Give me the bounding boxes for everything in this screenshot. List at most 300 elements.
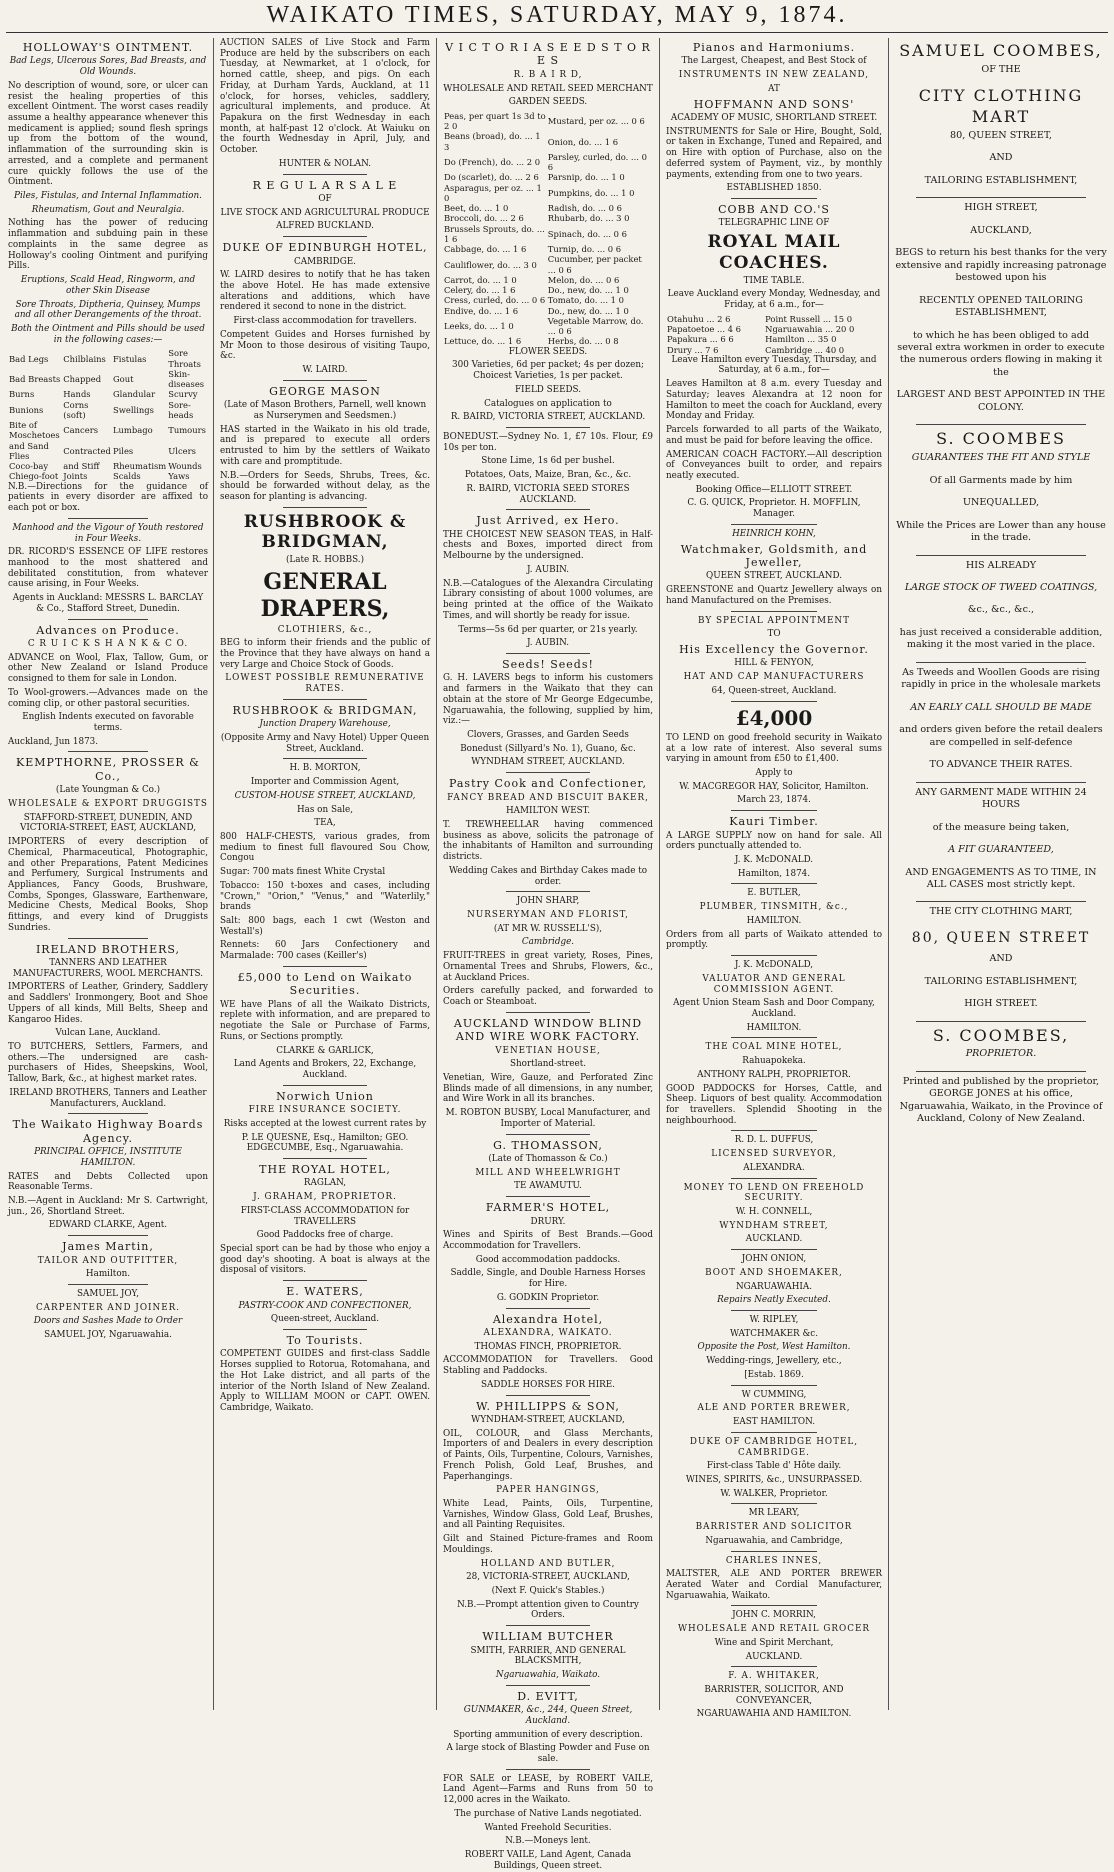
coach-timetable <box>666 314 882 355</box>
ad-text: AUCKLAND. <box>745 1651 803 1662</box>
ad-heading: WILLIAM BUTCHER <box>482 1630 614 1644</box>
ad-heading: The Waikato Highway Boards Agency. <box>12 1118 204 1145</box>
ad-text: FIRE INSURANCE SOCIETY. <box>248 1105 402 1116</box>
ad-text: SMITH, FARRIER, AND GENERAL BLACKSMITH, <box>470 1645 626 1667</box>
divider-rule <box>731 1037 817 1038</box>
ad-heading: Pastry Cook and Confectioner, <box>448 777 648 791</box>
ad-text: BOOT AND SHOEMAKER, <box>705 1267 843 1278</box>
divider-rule <box>283 1280 367 1281</box>
ad-text: STAFFORD-STREET, DUNEDIN, AND VICTORIA-STREET, EAST, AUCKLAND, <box>19 812 197 834</box>
divider-rule <box>506 1625 590 1626</box>
ad-text: Orders carefully packed, and forwarded to Coach or Steamboat. <box>443 986 653 1007</box>
ad-text: P. LE QUESNE, Esq., Hamilton; GEO. EDGECUMBE, Esq., Ngaruawahia. <box>241 1132 409 1154</box>
ad-text: M. ROBTON BUSBY, Local Manufacturer, and Importer of Material. <box>445 1108 651 1129</box>
garden-seeds-table-cell: Broccoli, do. ... 2 6 <box>444 213 524 224</box>
ad-text: Nothing has the power of reducing inflammation and subduing pain in these complaints in the same degree as Holloway's cooling Ointment and purifying Pills. <box>8 218 208 272</box>
ad-text: MALTSTER, ALE AND PORTER BREWER Aerated Water and Cordial Manufacturer, Ngaruawahia, Waikato. <box>666 1569 882 1601</box>
ad-text: Importer and Commission Agent, <box>250 777 400 788</box>
ad-text: NGARUAWAHIA AND HAMILTON. <box>696 1709 852 1720</box>
ailments-table-cell: Coco-bay <box>9 461 49 472</box>
ad-text: SAMUEL JOY, Ngaruawahia. <box>44 1330 172 1341</box>
ailments-table-cell: Bad Breasts <box>9 374 61 384</box>
ailments-table-row <box>8 471 208 481</box>
ad-text: FIELD SEEDS. <box>514 384 582 395</box>
garden-seeds-table-cell: Endive, do. ... 1 6 <box>444 305 519 316</box>
ad-text: J. K. McDONALD, <box>734 960 814 971</box>
ad-heading: Norwich Union <box>276 1089 374 1103</box>
garden-seeds-table-cell: Pumpkins, do. ... 1 0 <box>547 187 635 198</box>
column-4 <box>662 38 886 1720</box>
column-5 <box>891 38 1111 1710</box>
ad-text: LARGE STOCK OF TWEED COATINGS, <box>904 581 1098 593</box>
garden-seeds-table-row <box>443 306 653 316</box>
ad-text: Hamilton. <box>85 1269 131 1280</box>
ad-heading: DUKE OF EDINBURGH HOTEL, <box>222 241 428 255</box>
ad-heading: 80, QUEEN STREET <box>911 929 1091 946</box>
ad-text: First-class Table d' Hôte daily. <box>706 1461 842 1472</box>
ad-text: AMERICAN COACH FACTORY.—All description of Conveyances built to order, and repairs neatly executed. <box>666 449 882 481</box>
ad-text: ESTABLISHED 1850. <box>726 183 822 194</box>
divider-rule <box>916 555 1086 556</box>
ad-text: W. RIPLEY, <box>749 1315 799 1326</box>
divider-rule <box>283 1158 367 1159</box>
ad-text: BEGS to return his best thanks for the very extensive and rapidly increasing patronage bestowed upon his <box>895 247 1107 284</box>
ad-text: EDWARD CLARKE, Agent. <box>48 1220 168 1231</box>
ad-heading: ROYAL MAIL COACHES. <box>707 232 841 273</box>
ad-text: PASTRY-COOK AND CONFECTIONER, <box>238 1300 412 1311</box>
garden-seeds-table-cell: Celery, do. ... 1 6 <box>444 285 516 296</box>
ad-text: Rennets: 60 Jars Confectionery and Marmalade: 700 cases (Keiller's) <box>220 940 430 962</box>
garden-seeds-table-cell: Turnip, do. ... 0 6 <box>547 244 622 255</box>
garden-seeds-table-cell: Spinach, do. ... 0 6 <box>547 228 627 239</box>
ad-text: C. G. QUICK, Proprietor. H. MOFFLIN, Manager. <box>687 498 861 520</box>
garden-seeds-table-cell: Cabbage, do. ... 1 6 <box>444 244 527 255</box>
ad-text: CLOTHIERS, &c., <box>277 624 373 635</box>
divider-rule <box>506 1769 590 1770</box>
ad-heading: Watchmaker, Goldsmith, and Jeweller, <box>680 542 868 569</box>
ad-text: N.B.—Orders for Seeds, Shrubs, Trees, &c. should be forwarded without delay, as the season for planting is advancing. <box>220 470 430 502</box>
divider-rule <box>731 810 817 811</box>
ad-text: (Late R. HOBBS.) <box>285 555 365 566</box>
divider-rule <box>283 236 367 237</box>
ad-text: PLUMBER, TINSMITH, &c., <box>699 902 849 913</box>
ad-text: TO BUTCHERS, Settlers, Farmers, and others.—The undersigned are cash-purchasers of Hides, Sheepskins, Wool, Tallow, Bark, &c., at highest market rates. <box>8 1042 208 1085</box>
ad-text: The purchase of Native Lands negotiated. <box>454 1808 642 1819</box>
ad-text: BY SPECIAL APPOINTMENT <box>698 615 850 626</box>
ad-text: Doors and Sashes Made to Order <box>33 1316 183 1327</box>
divider-rule <box>731 1385 817 1386</box>
divider-rule <box>731 1503 817 1504</box>
ad-text: C R U I C K S H A N K & C O. <box>27 638 189 649</box>
divider-rule <box>916 424 1086 425</box>
garden-seeds-table-row <box>443 131 653 152</box>
ailments-table-cell: Cancers <box>63 425 98 436</box>
garden-seeds-table-cell: Beans (broad), do. ... 1 3 <box>444 131 541 152</box>
ad-text: Special sport can be had by those who enjoy a good day's shooting. A boat is always at the disposal of visitors. <box>220 1244 430 1276</box>
divider-rule <box>283 699 367 700</box>
garden-seeds-table-cell: Parsley, curled, do. ... 0 6 <box>547 151 647 173</box>
ad-text: N.B.—Moneys lent. <box>505 1836 591 1847</box>
ailments-table-cell: Skin-diseases <box>168 368 205 390</box>
ad-text: WYNDHAM STREET, <box>719 1220 829 1231</box>
ad-text: [Estab. 1869. <box>744 1369 804 1380</box>
ad-text: First-class accommodation for travellers. <box>233 316 417 327</box>
ad-text: IMPORTERS of Leather, Grindery, Saddlery and Saddlers' Ironmongery, Boot and Shoe Uppers of all kinds, Mill Belts, Sheep and Kangaroo Hides. <box>8 982 208 1025</box>
divider-rule <box>916 197 1086 198</box>
ad-text: LIVE STOCK AND AGRICULTURAL PRODUCE <box>220 207 430 218</box>
ad-text: Stone Lime, 1s 6d per bushel. <box>481 456 615 467</box>
ad-text: E. BUTLER, <box>747 888 801 899</box>
ad-text: THE CHOICEST NEW SEASON TEAS, in Half-chests and Boxes, imported direct from Melbourne by the undersigned. <box>443 529 653 562</box>
coach-timetable-row <box>666 314 882 324</box>
divider-rule <box>916 1071 1086 1072</box>
garden-seeds-table-cell: Onion, do. ... 1 6 <box>547 136 619 147</box>
ailments-table-cell: Corns (soft) <box>63 399 89 420</box>
ad-text: OIL, COLOUR, and Glass Merchants, Importers of and Dealers in every description of Paints, Oils, Turpentine, Colours, Varnishes, French Polish, Gold Leaf, Brushes, and Paperhangings. <box>443 1428 653 1482</box>
ad-text: ANY GARMENT MADE WITHIN 24 HOURS <box>915 786 1087 811</box>
ailments-table-cell: Joints <box>63 471 88 482</box>
coach-timetable-cell: Otahuhu ... 2 6 <box>667 313 731 324</box>
ad-text: 28, VICTORIA-STREET, AUCKLAND, <box>466 1572 630 1583</box>
ailments-table-cell: Swellings <box>112 404 154 415</box>
ad-text: AND ENGAGEMENTS AS TO TIME, IN ALL CASES most strictly kept. <box>905 866 1097 890</box>
ad-text: Junction Drapery Warehouse, <box>259 719 391 730</box>
ad-text: Piles, Fistulas, and Internal Inflammation. <box>14 191 202 202</box>
ailments-table-cell: Yaws <box>168 471 190 482</box>
ad-text: Good accommodation paddocks. <box>475 1254 621 1265</box>
ad-text: CAMBRIDGE. <box>294 256 356 267</box>
ad-text: N.B.—Agent in Auckland: Mr S. Cartwright, jun., 26, Shortland Street. <box>8 1196 208 1217</box>
garden-seeds-table-cell: Melon, do. ... 0 6 <box>547 274 620 285</box>
ailments-table-cell: and Sand Flies <box>9 440 49 461</box>
ad-text: Printed and published by the proprietor, GEORGE JONES at his office, Ngaruawahia, Waikato, in the Province of Auckland, Colony of New Zealand. <box>899 1075 1103 1125</box>
garden-seeds-table-cell: Beet, do. ... 1 0 <box>444 203 509 214</box>
ad-text: Venetian, Wire, Gauze, and Perforated Zinc Blinds made of all dimensions, in any number, and Wire Work in all its branches. <box>443 1072 653 1105</box>
ad-text: DR. RICORD'S ESSENCE OF LIFE restores manhood to the most shattered and debilitated constitution, from whatever cause arising, in Four Weeks. <box>8 547 208 590</box>
ad-text: CUSTOM-HOUSE STREET, AUCKLAND, <box>234 790 416 801</box>
ad-text: HIGH STREET. <box>964 998 1038 1010</box>
ad-text: MILL AND WHEELWRIGHT <box>475 1167 621 1178</box>
ad-text: TEA, <box>314 818 336 829</box>
ailments-table-cell: Bad Legs <box>9 353 49 364</box>
ad-text: J. AUBIN. <box>526 638 570 649</box>
garden-seeds-table-cell: Rhubarb, do. ... 3 0 <box>547 213 630 224</box>
ad-text: PRINCIPAL OFFICE, INSTITUTE HAMILTON. <box>34 1147 182 1168</box>
coach-timetable-cell: Ngaruawahia ... 20 0 <box>765 324 855 334</box>
ad-text: Salt: 800 bags, each 1 cwt (Weston and Westall's) <box>220 916 430 937</box>
ad-text: Bad Legs, Ulcerous Sores, Bad Breasts, and Old Wounds. <box>9 56 207 78</box>
ad-text: Clovers, Grasses, and Garden Seeds <box>467 729 629 740</box>
ad-text: R. D. L. DUFFUS, <box>734 1135 814 1146</box>
ad-text: WE have Plans of all the Waikato Districts, replete with information, and are prepared to negotiate the Sale or Purchase of Farms, Runs, or Sections promptly. <box>220 999 430 1042</box>
ad-text: Cambridge. <box>521 937 575 948</box>
ad-text: VENETIAN HOUSE, <box>495 1045 601 1056</box>
ad-text: (Next F. Quick's Stables.) <box>491 1586 605 1597</box>
ad-text: SADDLE HORSES FOR HIRE. <box>480 1379 616 1390</box>
ad-text: Vulcan Lane, Auckland. <box>55 1028 161 1039</box>
ailments-table <box>8 348 208 481</box>
ad-text: DUKE OF CAMBRIDGE HOTEL, CAMBRIDGE. <box>689 1436 859 1458</box>
ad-text: Wanted Freehold Securities. <box>484 1822 612 1833</box>
divider-rule <box>506 891 590 892</box>
ad-text: Parcels forwarded to all parts of the Waikato, and must be paid for before leaving the office. <box>666 425 882 446</box>
ailments-table-cell: and Stiff <box>63 461 100 472</box>
ad-text: R. BAIRD, VICTORIA STREET, AUCKLAND. <box>450 412 646 423</box>
ad-text: Apply to <box>755 768 793 779</box>
ad-text: J. K. McDONALD. <box>734 855 814 866</box>
ad-text: Risks accepted at the lowest current rates by <box>223 1118 427 1129</box>
ad-text: UNEQUALLED, <box>962 497 1040 509</box>
ad-heading: R E G U L A R S A L E <box>252 178 398 192</box>
ad-text: ADVANCE on Wool, Flax, Tallow, Gum, or other New Zealand or Island Produce consigned to them for sale in London. <box>8 652 208 685</box>
ad-text: VALUATOR AND GENERAL COMMISSION AGENT. <box>702 973 846 995</box>
divider-rule <box>731 1666 817 1667</box>
garden-seeds-table-cell: Carrot, do. ... 1 0 <box>444 274 517 285</box>
divider-rule <box>283 758 367 759</box>
ad-text: HILL & FENYON, <box>734 658 814 669</box>
ad-text: 800 HALF-CHESTS, various grades, from medium to finest full flavoured Sou Chow, Congou <box>220 831 430 864</box>
ad-text: AUCKLAND. <box>745 1234 803 1245</box>
ad-text: Wines and Spirits of Best Brands.—Good Accommodation for Travellers. <box>443 1230 653 1251</box>
ad-text: HOLLAND AND BUTLER, <box>480 1558 616 1569</box>
garden-seeds-table-cell: Cress, curled, do. ... 0 6 <box>444 295 546 306</box>
ad-text: W. LAIRD. <box>302 365 348 376</box>
ad-text: Queen-street, Auckland. <box>270 1314 380 1325</box>
ailments-table-row <box>8 369 208 390</box>
ad-text: AT <box>768 83 780 94</box>
ad-text: FOR SALE or LEASE, by ROBERT VAILE, Land Agent—Farms and Runs from 50 to 12,000 acres in the Waikato. <box>443 1773 653 1806</box>
garden-seeds-table-cell: Lettuce, do. ... 1 6 <box>444 336 522 347</box>
divider-rule <box>506 1012 590 1013</box>
ailments-table-cell: Sore Throats <box>168 348 201 369</box>
ad-text: No description of wound, sore, or ulcer can resist the healing properties of this excellent Ointment. The worst cases readily assume a healthy appearance whenever this medicament is applied; sound flesh springs up from the bottom of the wound, inflammation of the surrounding skin is arrested, and a complete and permanent cure quickly follows the use of the Ointment. <box>8 80 208 188</box>
ad-heading: G. THOMASSON, <box>493 1138 603 1152</box>
divider-rule <box>916 1021 1086 1022</box>
ad-text: 64, Queen-street, Auckland. <box>711 685 837 696</box>
divider-rule <box>68 1113 148 1114</box>
ad-heading: S. COOMBES, <box>932 1025 1070 1045</box>
ad-text: Bonedust (Sillyard's No. 1), Guano, &c. <box>460 743 636 754</box>
divider-rule <box>283 1329 367 1330</box>
ailments-table-cell: Tumours <box>168 425 206 436</box>
garden-seeds-table-row <box>443 244 653 254</box>
garden-seeds-table-row <box>443 203 653 213</box>
ad-text: G. H. LAVERS begs to inform his customers and farmers in the Waikato that they can obtain at the store of Mr George Edgecumbe, Ngaruawahia, the following, supplied by him, viz.:— <box>443 673 653 727</box>
column-divider <box>888 38 889 1710</box>
ad-text: Sugar: 700 mats finest White Crystal <box>220 867 386 878</box>
ad-text: English Indents executed on favorable terms. <box>22 712 194 733</box>
ad-text: WATCHMAKER &c. <box>729 1328 819 1339</box>
ad-heading: HOLLOWAY'S OINTMENT. <box>22 41 194 54</box>
ad-text: Orders from all parts of Waikato attended to promptly. <box>666 929 882 951</box>
ad-heading: Just Arrived, ex Hero. <box>476 514 620 528</box>
ad-text: To Wool-growers.—Advances made on the coming clip, or other pastoral securities. <box>8 687 208 709</box>
column-divider <box>659 38 660 1710</box>
ad-text: F. A. WHITAKER, <box>728 1671 820 1682</box>
ad-text: FLOWER SEEDS. <box>508 346 588 357</box>
divider-rule <box>68 751 148 752</box>
ad-text: PROPRIETOR. <box>965 1048 1037 1060</box>
ad-heading: His Excellency the Governor. <box>679 642 869 656</box>
divider-rule <box>283 1085 367 1086</box>
divider-rule <box>506 772 590 773</box>
ad-text: HIGH STREET, <box>964 202 1038 214</box>
ad-text: J. AUBIN. <box>526 564 570 575</box>
ad-text: OF <box>318 194 332 205</box>
ad-text: CHARLES INNES, <box>725 1555 823 1566</box>
ad-text: Wine and Spirit Merchant, <box>714 1637 834 1648</box>
ad-text: AN EARLY CALL SHOULD BE MADE <box>910 701 1092 713</box>
ad-text: TO <box>767 629 781 640</box>
ad-text: Booking Office—ELLIOTT STREET. <box>695 484 853 495</box>
ad-text: GREENSTONE and Quartz Jewellery always on hand Manufactured on the Premises. <box>666 585 882 606</box>
divider-rule <box>506 1395 590 1396</box>
ad-heading: Advances on Produce. <box>36 623 180 637</box>
ad-text: Ngaruawahia, Waikato. <box>495 1670 601 1681</box>
divider-rule <box>916 782 1086 783</box>
ailments-table-row <box>8 420 208 441</box>
ailments-table-cell: Lumbago <box>112 425 153 436</box>
garden-seeds-table-row <box>443 295 653 305</box>
garden-seeds-table-row <box>443 275 653 285</box>
ad-text: ALEXANDRA, WAIKATO. <box>483 1327 613 1338</box>
ad-text: AND <box>989 953 1013 965</box>
ailments-table-cell: Piles <box>112 445 134 456</box>
garden-seeds-table-row <box>443 285 653 295</box>
ad-text: ROBERT VAILE, Land Agent, Canada Buildings, Queen street. <box>464 1850 632 1871</box>
garden-seeds-table-cell: Cucumber, per packet ... 0 6 <box>547 254 642 275</box>
ad-text: W. LAIRD desires to notify that he has taken the above Hotel. He has made extensive alterations and additions, which have rendered it second to none in the district. <box>220 270 430 313</box>
ad-text: The Largest, Cheapest, and Best Stock of <box>681 56 867 67</box>
column-divider <box>436 38 437 1710</box>
garden-seeds-table-row <box>443 316 653 337</box>
divider-rule <box>731 1432 817 1433</box>
ad-text: NGARUAWAHIA. <box>735 1281 813 1292</box>
ad-heading: £5,000 to Lend on Waikato Securities. <box>237 970 413 998</box>
ad-text: THE COAL MINE HOTEL, <box>705 1042 843 1053</box>
ad-text: (Opposite Army and Navy Hotel) Upper Queen Street, Auckland. <box>220 732 430 754</box>
ad-heading: To Tourists. <box>286 1334 364 1347</box>
ad-text: N.B.—Directions for the guidance of patients in every disorder are affixed to each pot or box. <box>8 481 208 514</box>
coach-timetable-cell: Drury ... 7 6 <box>667 344 719 355</box>
ad-text: (AT MR W. RUSSELL'S), <box>493 923 603 934</box>
ad-heading: Alexandra Hotel, <box>492 1312 604 1326</box>
divider-rule <box>731 701 817 702</box>
divider-rule <box>731 955 817 956</box>
garden-seeds-table <box>443 111 653 347</box>
ad-text: (Late Youngman & Co.) <box>55 785 161 796</box>
ailments-table-row <box>8 400 208 421</box>
divider-rule <box>506 1685 590 1686</box>
ad-heading: W. PHILLIPPS & SON, <box>476 1399 620 1413</box>
ad-text: TANNERS AND LEATHER MANUFACTURERS, WOOL MERCHANTS. <box>12 957 204 979</box>
ad-text: has just received a considerable addition, making it the most varied in the place. <box>899 626 1103 651</box>
divider-rule <box>68 1235 148 1236</box>
ad-text: Tobacco: 150 t-boxes and cases, including "Crown," "Orion," "Venus," and "Waterlily," brands <box>220 880 430 913</box>
ad-text: (Late of Thomasson & Co.) <box>488 1153 608 1164</box>
ad-text: Eruptions, Scald Head, Ringworm, and other Skin Disease <box>20 275 196 296</box>
ad-text: THE CITY CLOTHING MART, <box>929 906 1073 918</box>
ad-text: ANTHONY RALPH, PROPRIETOR. <box>697 1069 851 1080</box>
ad-text: White Lead, Paints, Oils, Turpentine, Varnishes, Window Glass, Gold Leaf, Brushes, and all Painting Requisites. <box>443 1499 653 1531</box>
ad-text: WYNDHAM STREET, AUCKLAND. <box>471 757 625 768</box>
divider-rule <box>731 883 817 884</box>
ad-text: DRURY. <box>530 1216 566 1227</box>
garden-seeds-table-cell: Mustard, per oz. ... 0 6 <box>547 116 645 127</box>
garden-seeds-table-row <box>443 336 653 346</box>
divider-rule <box>506 1196 590 1197</box>
garden-seeds-table-row <box>443 224 653 245</box>
divider-rule <box>283 507 367 508</box>
ad-text: LARGEST AND BEST APPOINTED IN THE COLONY. <box>896 389 1106 413</box>
ad-text: Hamilton, 1874. <box>737 868 811 879</box>
ailments-table-cell: Glandular <box>112 389 156 400</box>
ad-text: Leaves Hamilton at 8 a.m. every Tuesday and Saturday; leaves Alexandra at 12 noon for Hamilton to meet the coach for Auckland, every Monday and Friday. <box>666 379 882 422</box>
ad-text: GOOD PADDOCKS for Horses, Cattle, and Sheep. Liquors of best quality. Accommodation for travellers. Splendid Shooting in the neighbourhood. <box>666 1083 882 1126</box>
ad-text: AUCKLAND, <box>970 224 1032 236</box>
ad-text: HIS ALREADY <box>965 559 1037 571</box>
ad-heading: RUSHBROOK & BRIDGMAN, <box>232 703 418 717</box>
ad-text: 300 Varieties, 6d per packet; 4s per dozen; Choicest Varieties, 1s per packet. <box>452 360 644 382</box>
ad-text: AND <box>989 152 1013 164</box>
ad-text: TO LEND on good freehold security in Waikato at a low rate of interest. Also several sums varying in amount from £50 to £1,400. <box>666 732 882 765</box>
divider-rule <box>506 509 590 510</box>
ad-text: TE AWAMUTU. <box>514 1181 582 1192</box>
ad-text: Ngaruawahia, and Cambridge, <box>705 1535 843 1546</box>
ad-text: SAMUEL JOY, <box>76 1289 140 1299</box>
ad-text: Repairs Neatly Executed. <box>717 1295 831 1306</box>
ad-text: Gilt and Stained Picture-frames and Room Mouldings. <box>443 1534 653 1555</box>
ad-heading: HOFFMANN AND SONS' <box>693 97 855 111</box>
ad-heading: COBB AND CO.'S <box>718 203 830 216</box>
divider-rule <box>506 1134 590 1135</box>
ad-heading: CITY CLOTHING MART <box>918 86 1084 127</box>
column-3 <box>439 38 657 1871</box>
ad-text: INSTRUMENTS IN NEW ZEALAND, <box>678 70 870 81</box>
ad-text: R. B A I R D, <box>513 69 583 80</box>
ad-heading: THE ROYAL HOTEL, <box>259 1163 391 1176</box>
ad-text: WINES, SPIRITS, &c., UNSURPASSED. <box>685 1474 863 1485</box>
divider-rule <box>731 524 817 525</box>
ad-text: GUARANTEES THE FIT AND STYLE <box>911 452 1091 464</box>
ad-text: FIRST-CLASS ACCOMMODATION for TRAVELLERS <box>240 1205 410 1227</box>
ad-text: Rahuapokeka. <box>742 1056 806 1067</box>
divider-rule <box>68 1284 148 1285</box>
ad-text: of the measure being taken, <box>932 821 1070 833</box>
ad-heading: Kauri Timber. <box>729 815 819 829</box>
ailments-table-cell: Burns <box>9 389 35 400</box>
ad-text: Leave Hamilton every Tuesday, Thursday, and Saturday, at 6 a.m., for— <box>671 354 877 376</box>
ailments-table-cell: Rheumatism <box>112 461 167 472</box>
ad-text: PAPER HANGINGS, <box>496 1485 600 1496</box>
ad-heading: Seeds! Seeds! <box>502 657 594 671</box>
ad-text: &c., &c., &c., <box>967 604 1035 616</box>
ad-text: FANCY BREAD AND BISCUIT BAKER, <box>447 792 649 803</box>
garden-seeds-table-cell: Peas, per quart 1s 3d to 2 0 <box>444 110 546 132</box>
ad-text: Potatoes, Oats, Maize, Bran, &c., &c. <box>464 470 632 481</box>
ailments-table-cell: Sore-heads <box>168 399 194 420</box>
ad-text: BONEDUST.—Sydney No. 1, £7 10s. Flour, £9 10s per ton. <box>443 432 653 453</box>
ad-text: HUNTER & NOLAN. <box>278 158 372 169</box>
divider-rule <box>731 1310 817 1311</box>
divider-rule <box>68 518 148 519</box>
ad-text: N.B.—Prompt attention given to Country Orders. <box>457 1599 639 1621</box>
divider-rule <box>506 427 590 428</box>
ad-text: HAS started in the Waikato in his old trade, and is prepared to execute all orders entrusted to him by the settlers of Waikato with care and promptitude. <box>220 424 430 467</box>
ad-text: RATES and Debts Collected upon Reasonable Terms. <box>8 1171 208 1193</box>
ad-text: G. GODKIN Proprietor. <box>496 1292 600 1303</box>
divider-rule <box>731 1130 817 1131</box>
